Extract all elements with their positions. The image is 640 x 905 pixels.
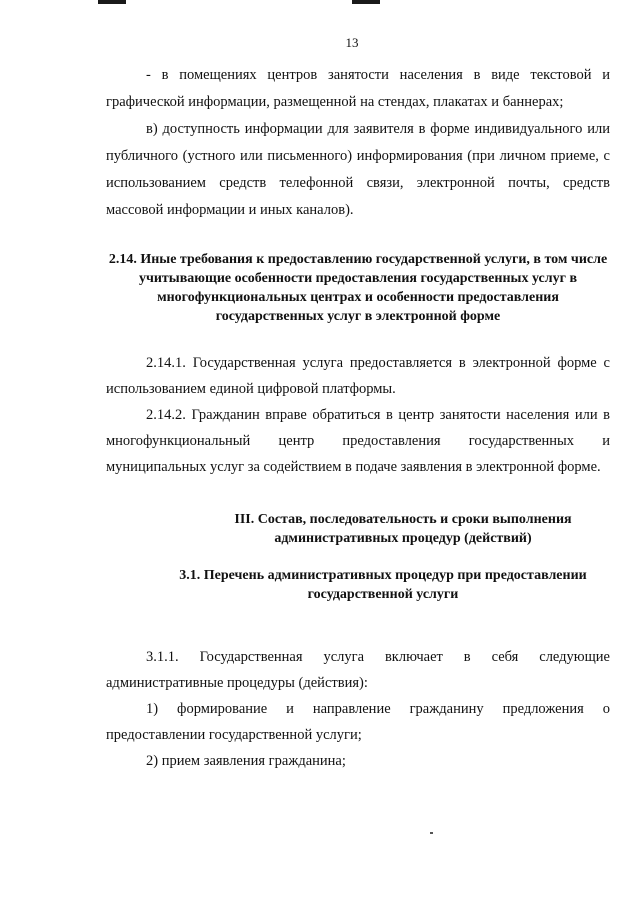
paragraph-info-premises: - в помещениях центров занятости населения в виде текстовой и графической информации, размещенной на стендах, плакатах и баннерах; [106,67,610,110]
paragraph-2-14-2: 2.14.2. Гражданин вправе обратиться в центр занятости населения или в многофункциональный центр предоставления государственных и муниципальных услуг за содействием в подаче заявления в электронной форме. [106,407,610,475]
scan-speck [430,832,433,834]
list-item-procedure-2: 2) прием заявления гражданина; [146,753,346,769]
section-heading-iii: III. Состав, последовательность и сроки выполнения административных процедур (действий) [234,512,572,546]
page-number: 13 [345,35,359,50]
paragraph-2-14-1: 2.14.1. Государственная услуга предоставляется в электронной форме с использованием единой цифровой платформы. [106,355,610,397]
scan-edge-mark [352,0,380,4]
subsection-heading-3-1: 3.1. Перечень административных процедур при предоставлении государственной услуги [179,568,587,602]
paragraph-3-1-1: 3.1.1. Государственная услуга включает в себя следующие административные процедуры (действия): [106,649,610,691]
list-item-procedure-1: 1) формирование и направление гражданину предложения о предоставлении государственной услуги; [106,701,610,743]
paragraph-info-availability: в) доступность информации для заявителя в форме индивидуального или публичного (устного или письменного) информирования (при личном приеме, с использованием средств телефонной связи, электронной почты, средств массовой информации и иных каналов). [106,121,610,218]
section-heading-2-14: 2.14. Иные требования к предоставлению государственной услуги, в том числе учитывающие особенности предоставления государственных услуг в многофункциональных центрах и особенности предоставления государственных услуг в электронной форме [108,252,608,324]
scan-edge-mark [98,0,126,4]
document-body [106,62,610,774]
